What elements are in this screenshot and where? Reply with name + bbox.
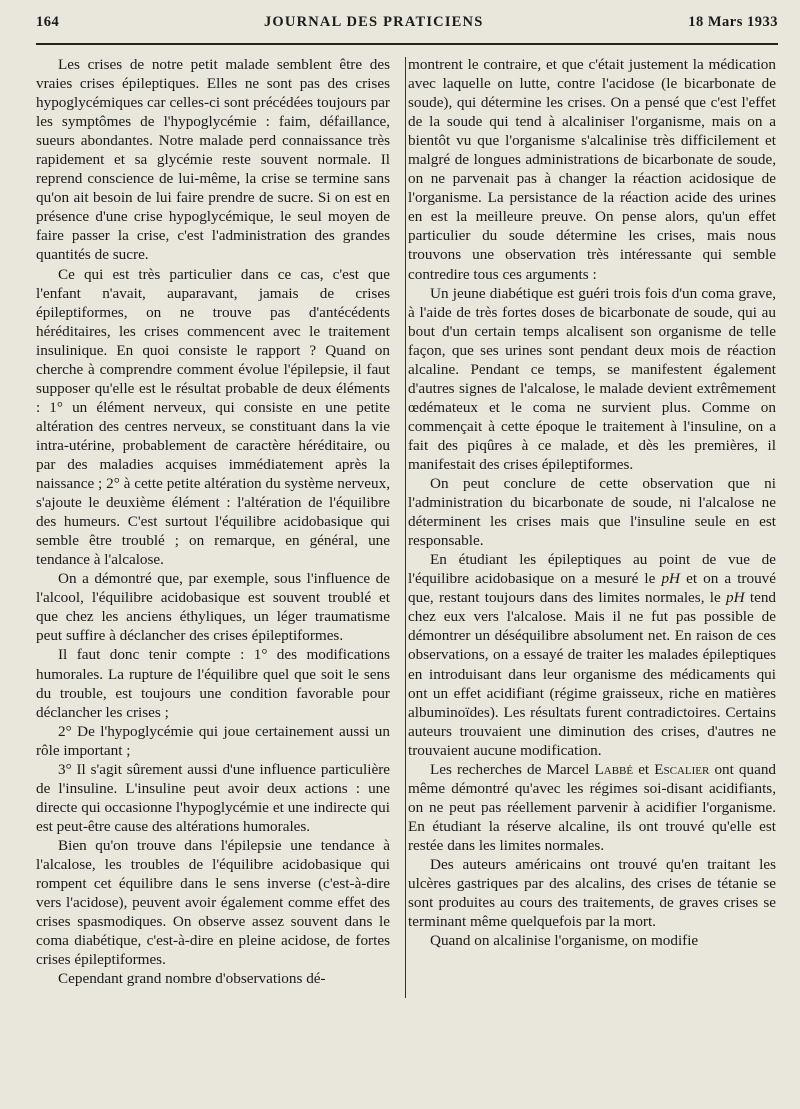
issue-date: 18 Mars 1933	[688, 14, 778, 30]
ph-term: pH	[726, 589, 745, 607]
text-run: et on a trouvé que, restant toujours dans des limites normales, le	[408, 570, 776, 607]
text-run: En étudiant les épileptiques au point de vue de l'équilibre acidobasique on a mesuré le	[408, 551, 776, 588]
paragraph: Bien qu'on trouve dans l'épilepsie une tendance à l'alcalose, les troubles de l'équilibre acidobasique qui rompent cet équilibre dans le sens inverse (c'est-à-dire vers l'acidose), peuvent avoir également comme effet des crises spasmodiques. On observe assez souvent dans le coma diabétique, c'est-à-dire en pleine acidose, de fortes crises épileptiformes.	[36, 836, 390, 969]
paragraph: Les crises de notre petit malade semblent être des vraies crises épileptiques. Elles ne sont pas des crises hypoglycémiques car celles-ci sont précédées toujours par les symptômes de l'hypoglycémie : faim, défaillance, sueurs abondantes. Notre malade perd connaissance très rapidement et sa glycémie reste souvent normale. Il reprend conscience de lui-même, la crise se termine sans qu'on ait besoin de lui faire prendre de sucre. Si on est en présence d'une crise hypoglycémique, le seul moyen de faire passer la crise, c'est l'administration des grandes quantités de sucre.	[36, 56, 390, 264]
left-column	[36, 55, 398, 988]
journal-title: JOURNAL DES PRATICIENS	[263, 14, 484, 30]
paragraph: 3° Il s'agit sûrement aussi d'une influence particulière de l'insuline. L'insuline peut avoir deux actions : une directe qui occasionne l'hypoglycémie et une indirecte qui est peut-être cause des altérations humorales.	[36, 760, 390, 835]
paragraph: Il faut donc tenir compte : 1° des modifications humorales. La rupture de l'équilibre quel que soit le sens du trouble, est toujours une condition favorable pour déclancher les crises ;	[36, 646, 390, 721]
text-run: ont quand même démontré qu'avec les régimes soi-disant acidifiants, on ne peut pas réellement parvenir à acidifier l'organisme. En étudiant la réserve alcaline, ils ont trouvé qu'elle est restée dans les limites normales.	[408, 760, 777, 854]
text-columns	[36, 55, 778, 988]
text-run: et	[638, 760, 650, 778]
paragraph	[408, 550, 776, 760]
paragraph: Des auteurs américains ont trouvé qu'en traitant les ulcères gastriques par des alcalins, des crises de tétanie se sont produites au cours des traitements, de graves crises se terminant même quelquefois par la mort.	[408, 855, 776, 931]
page-number: 164	[36, 14, 60, 30]
text-run: tend chez eux vers l'alcalose. Mais il ne fut pas possible de démontrer un déséquilibre absolument net. En raison de ces observations, on a essayé de traiter les malades épileptiques en introduisant dans leur organisme des médicaments qui ont un effet acidifiant (régime graisseux, riche en matières albuminoïdes). Les résultats furent contradictoires. Certains auteurs trouvaient une diminution des crises, d'autres ne trouvaient aucune modification.	[408, 589, 777, 759]
text-run: Les recherches de Marcel	[430, 760, 590, 778]
paragraph: Quand on alcalinise l'organisme, on modifie	[430, 932, 699, 950]
paragraph: Ce qui est très particulier dans ce cas, c'est que l'enfant n'avait, auparavant, jamais de crises épileptiformes, on ne trouve pas d'antécédents héréditaires, les crises commencent avec le traitement insulinique. En quoi consiste le rapport ? Quand on cherche à comprendre comment évolue l'épilepsie, il faut supposer qu'elle est le résultat probable de deux éléments : 1° un élément nerveux, qui consiste en une petite altération des centres nerveux, se constituant dans la vie intra-utérine, probablement de caractère héréditaire, ou par des maladies acquises immédiatement après la naissance ; 2° à cette petite altération du système nerveux, s'ajoute le deuxième élément : l'altération de l'équilibre des humeurs. C'est surtout l'équilibre acidobasique qui semble être troublé ; on remarque, en général, une tendance à l'alcalose.	[36, 265, 390, 569]
author-name: Escalier	[654, 760, 710, 778]
paragraph: Un jeune diabétique est guéri trois fois d'un coma grave, à l'aide de très fortes doses de bicarbonate de soude, qui au bout d'un certain temps alcalisent son organisme de telle façon, que ses urines sont pendant deux mois de réaction alcaline. Pendant ce temps, se manifestent également d'autres signes de l'alcalose, le malade devient extrêmement œdémateux et le coma ne survient plus. Comme on commençait à cette époque le traitement à l'insuline, on a fait des piqûres à ce malade, et dès les premières, il manifestait des crises épileptiformes.	[408, 284, 776, 473]
paragraph: On peut conclure de cette observation que ni l'administration du bicarbonate de soude, ni l'alcalose ne déterminent les crises mais que l'insuline seule en est responsable.	[408, 475, 776, 550]
column-divider	[405, 57, 406, 998]
ph-term: pH	[661, 570, 680, 588]
page-header	[36, 14, 778, 45]
author-name: Labbé	[594, 760, 634, 778]
paragraph: montrent le contraire, et que c'était justement la médication avec laquelle on lutte, contre l'acidose (le bicarbonate de soude), qui détermine les crises. On a pensé que c'est l'effet de la soude qui tend à alcaliniser l'organisme, mais on a bientôt vu que l'organisme s'alcalinise très difficilement et malgré de longues administrations de bicarbonate de soude, on ne parvenait pas à changer la réaction acidosique de l'organisme. La persistance de la réaction acide des urines en est la meilleure preuve. On pense alors, qu'un effet particulier du soude détermine les crises, mais nous trouvons une observation très intéressante qui semble contredire tous ces arguments :	[408, 56, 776, 283]
paragraph: Cependant grand nombre d'observations dé-	[58, 970, 326, 988]
paragraph	[408, 760, 776, 855]
paragraph: 2° De l'hypoglycémie qui joue certainement aussi un rôle important ;	[36, 722, 390, 759]
paragraph: On a démontré que, par exemple, sous l'influence de l'alcool, l'équilibre acidobasique est souvent troublé et que chez les anciens éthyliques, un léger traumatisme peut suffire à déclancher des crises épileptiformes.	[36, 570, 390, 645]
right-column	[398, 55, 776, 988]
